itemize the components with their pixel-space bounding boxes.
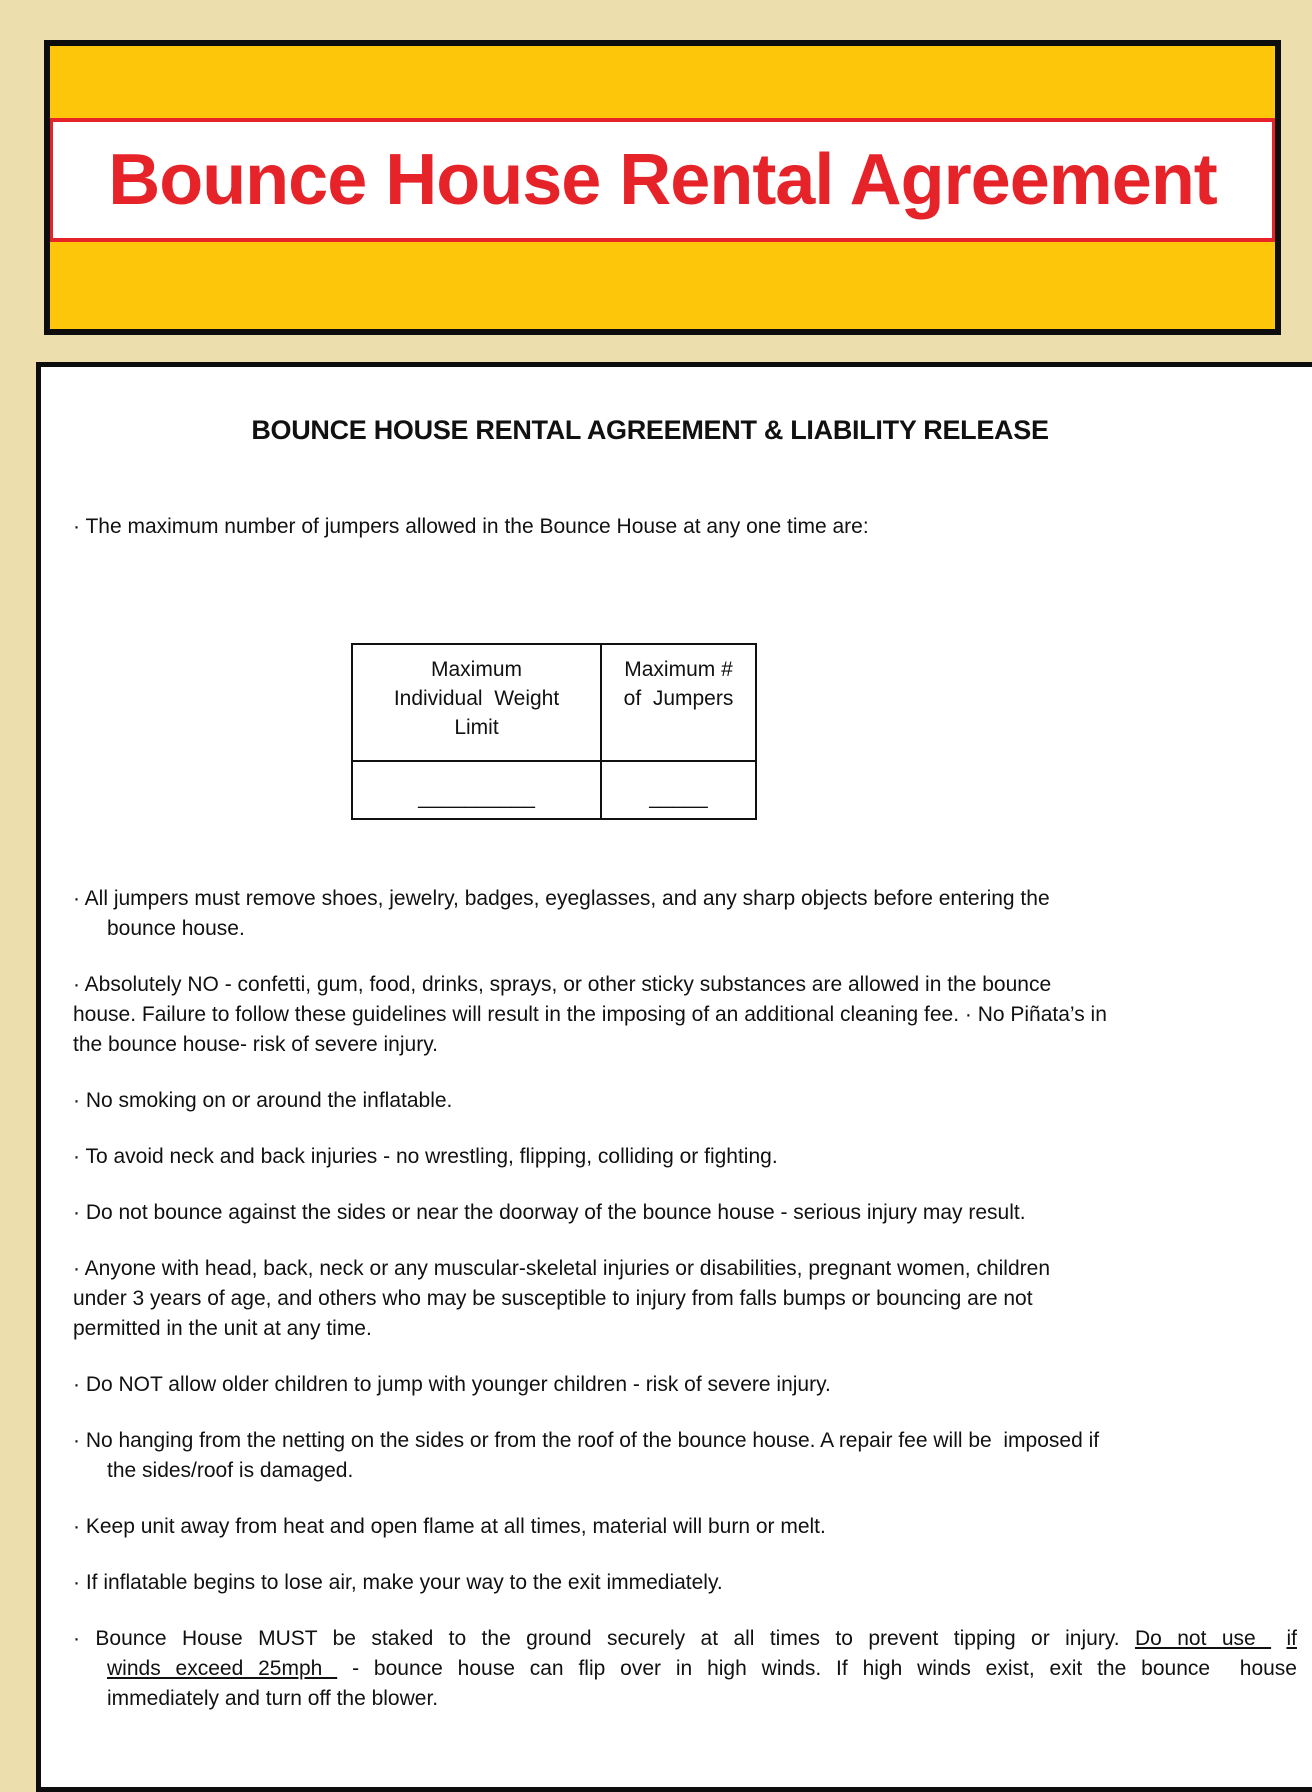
text-line: · All jumpers must remove shoes, jewelry, badges, eyeglasses, and any sharp objects before entering the: [73, 887, 1050, 910]
text-line: · No hanging from the netting on the sides or from the roof of the bounce house. A repair fee will be imposed if: [73, 1429, 1100, 1452]
text-line: · Do NOT allow older children to jump with younger children - risk of severe injury.: [73, 1373, 831, 1396]
text-line: the sides/roof is damaged.: [107, 1459, 354, 1482]
rules-list: [73, 884, 1297, 1714]
agreement-document: [36, 362, 1312, 1792]
bullet-paragraph: [73, 1086, 1297, 1116]
banner-title-strip: [50, 118, 1275, 242]
header-line: of Jumpers: [623, 687, 734, 710]
document-title: BOUNCE HOUSE RENTAL AGREEMENT & LIABILITY RELEASE: [251, 415, 1049, 445]
bullet-paragraph: [73, 1624, 1297, 1714]
text-line: · To avoid neck and back injuries - no wrestling, flipping, colliding or fighting.: [73, 1145, 778, 1168]
bullet-paragraph: [73, 1512, 1297, 1542]
banner-title: Bounce House Rental Agreement: [108, 140, 1217, 220]
header-line: Maximum #: [624, 658, 733, 681]
text-line: winds exceed 25mph - bounce house can flip over in high winds. If high winds exist, exit the bounce house: [107, 1657, 1297, 1680]
header-cell-num-jumpers: [601, 644, 756, 761]
jumper-limits-table: [351, 643, 757, 820]
bullet-paragraph: [73, 1426, 1297, 1486]
weight-limit-blank-field: __________: [352, 761, 601, 819]
text-line: immediately and turn off the blower.: [107, 1687, 439, 1710]
bullet-paragraph: [73, 1142, 1297, 1172]
bullet-paragraph: [73, 1370, 1297, 1400]
intro-paragraph: [73, 512, 1297, 542]
text-line: · Absolutely NO - confetti, gum, food, drinks, sprays, or other sticky substances are allowed in the bounce: [73, 973, 1052, 996]
text-line: house. Failure to follow these guidelines will result in the imposing of an additional cleaning fee. · No Piñata’s in: [73, 1003, 1107, 1026]
text-line: · Anyone with head, back, neck or any muscular-skeletal injuries or disabilities, pregnant women, children: [73, 1257, 1050, 1280]
bullet-paragraph: [73, 1198, 1297, 1228]
text-line: permitted in the unit at any time.: [73, 1317, 372, 1340]
num-jumpers-blank-field: _____: [601, 761, 756, 819]
text-line: · Keep unit away from heat and open flame at all times, material will burn or melt.: [73, 1515, 826, 1538]
text-line: · No smoking on or around the inflatable.: [73, 1089, 453, 1112]
text-line: · If inflatable begins to lose air, make your way to the exit immediately.: [73, 1571, 723, 1594]
header-cell-weight-limit: [352, 644, 601, 761]
header-line: Limit: [454, 716, 499, 739]
table-value-row: [352, 761, 756, 819]
bullet-paragraph: [73, 1254, 1297, 1344]
bullet-paragraph: [73, 970, 1297, 1060]
text-line: · Do not bounce against the sides or near the doorway of the bounce house - serious injury may result.: [73, 1201, 1026, 1224]
text-line: under 3 years of age, and others who may be susceptible to injury from falls bumps or bouncing are not: [73, 1287, 1033, 1310]
header-line: Individual Weight: [393, 687, 560, 710]
text-line: the bounce house- risk of severe injury.: [73, 1033, 438, 1056]
bullet-paragraph: [73, 1568, 1297, 1598]
header-banner: [44, 40, 1281, 335]
text-line: · The maximum number of jumpers allowed in the Bounce House at any one time are:: [73, 515, 869, 538]
text-line: bounce house.: [107, 917, 245, 940]
bullet-paragraph: [73, 884, 1297, 944]
header-line: Maximum: [430, 658, 522, 681]
table-header-row: [352, 644, 756, 761]
text-line: · Bounce House MUST be staked to the ground securely at all times to prevent tipping or injury. Do not use if: [73, 1627, 1297, 1650]
